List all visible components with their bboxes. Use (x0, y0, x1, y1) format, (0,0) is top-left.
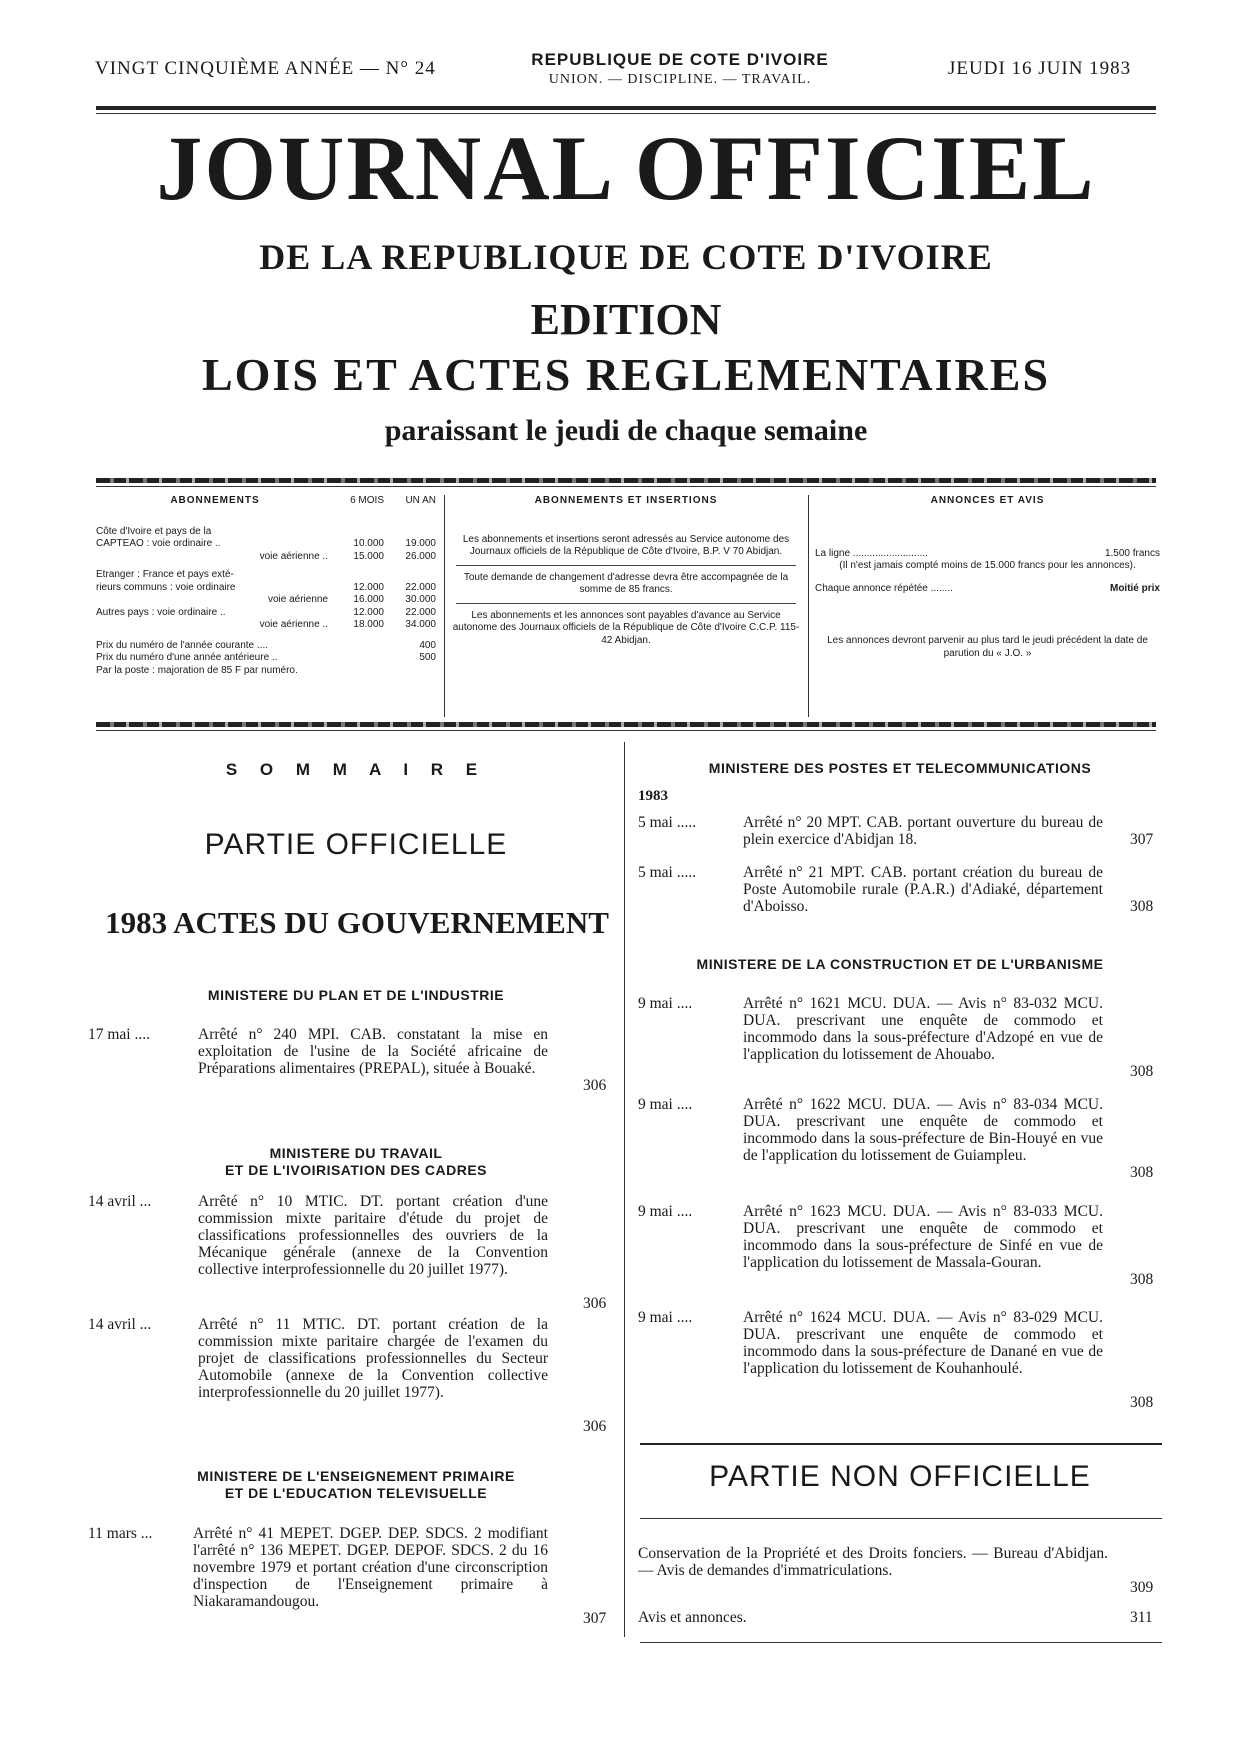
price-row: voie aérienne 16.000 30.000 (267, 594, 436, 605)
section-title: MINISTERE DU TRAVAIL ET DE L'IVOIRISATION DES CADRES (224, 1145, 488, 1178)
entry-text: Arrêté n° 1623 MCU. DUA. — Avis n° 83-033 MCU. DUA. prescrivant une enquête de commodo et incommodo dans la sous-préfecture de Sinfé en vue de l'application du lotissement de Massala-Gouran. (743, 1203, 1103, 1271)
entry-date: 17 mai .... (88, 1026, 150, 1043)
header-rule (96, 106, 1156, 110)
price-row: voie aérienne .. 15.000 26.000 (259, 550, 436, 562)
toc-entry[interactable] (638, 1203, 1160, 1293)
box-divider (444, 495, 445, 717)
entry-text: Arrêté n° 10 MTIC. DT. portant création d'une commission mixte paritaire d'étude du projet de classifications professionnelles des ouvriers de la Mécanique générale (annexe de la Convention collective interprofessionnelle du 20 juillet 1977). (198, 1193, 548, 1278)
entry-page: 307 (1130, 831, 1154, 848)
journal-subtitle: DE LA REPUBLIQUE DE COTE D'IVOIRE (259, 237, 993, 277)
address-change-note: Toute demande de changement d'adresse devra être accompagnée de la somme de 85 francs. (463, 571, 789, 595)
entry-date: 9 mai .... (638, 1203, 693, 1220)
repeat-value: Moitié prix (1109, 582, 1160, 594)
subscriptions-title: ABONNEMENTS (170, 495, 260, 506)
republic-name: REPUBLIQUE DE COTE D'IVOIRE (531, 50, 829, 69)
entry-text: Arrêté n° 1624 MCU. DUA. — Avis n° 83-029 MCU. DUA. prescrivant une enquête de commodo et incommodo dans la sous-préfecture de Danané en vue de l'application du lotissement de Kouhanhoulé. (743, 1309, 1103, 1377)
column-separator (624, 742, 625, 1637)
edition-label: EDITION (530, 295, 722, 344)
col-6mois: 6 MOIS (350, 495, 384, 506)
entry-date: 11 mars ... (88, 1525, 153, 1542)
entry-date: 5 mai ..... (638, 864, 697, 881)
sommaire-rule-thin (96, 730, 1156, 731)
edition-name: LOIS ET ACTES REGLEMENTAIRES (201, 349, 1051, 400)
price-row: rieurs communs : voie ordinaire 12.000 22.000 (96, 581, 436, 593)
entry-page: 306 (583, 1077, 607, 1094)
entry-page: 306 (583, 1295, 607, 1312)
deadline-note: Les annonces devront parvenir au plus tard le jeudi précédent la date de parution du « J.O. » (827, 635, 1148, 659)
subscriptions-box (96, 495, 436, 717)
section-title: MINISTERE DU PLAN ET DE L'INDUSTRIE (207, 987, 505, 1003)
republic-header (480, 50, 880, 88)
line-price: 1.500 francs (1104, 547, 1160, 559)
entry-date: 14 avril ... (88, 1193, 152, 1210)
toc-entry[interactable] (638, 1309, 1160, 1419)
toc-entry[interactable] (638, 1609, 1160, 1629)
price-row: Autres pays : voie ordinaire .. 12.000 22.000 (96, 606, 436, 618)
section-rule (640, 1443, 1162, 1445)
toc-entry[interactable] (638, 864, 1160, 919)
insertions-box (452, 495, 800, 717)
price-row: Côte d'Ivoire et pays de la (96, 525, 212, 537)
entry-page: 308 (1130, 1271, 1154, 1288)
entry-text: Arrêté n° 11 MTIC. DT. portant création de la commission mixte paritaire chargée de l'examen du projet de classifications professionnelles du Secteur Automobile (annexe de la Convention collective interprofessionnelle du 20 juillet 1977). (198, 1316, 548, 1401)
toc-entry[interactable] (88, 1193, 618, 1312)
entry-date: 9 mai .... (638, 995, 693, 1012)
entry-text: Arrêté n° 41 MEPET. DGEP. DEP. SDCS. 2 modifiant l'arrêté n° 136 MEPET. DGEP. DEPOF. SDCS. 2 du 16 novembre 1979 et portant création d'une circonscription d'inspection de l'Enseignement primaire à Niakaramandougou. (193, 1525, 548, 1610)
masthead-rule-thin (96, 486, 1156, 487)
entry-page: 308 (1130, 1164, 1154, 1181)
insertions-address: Les abonnements et insertions seront adressés au Service autonome des Journaux officiels de la République de Côte d'Ivoire, B.P. V 70 Abidjan. (462, 533, 790, 557)
toc-entry[interactable] (638, 814, 1160, 854)
section-rule (640, 1518, 1162, 1519)
entry-text: Arrêté n° 21 MPT. CAB. portant création du bureau de Poste Automobile rurale (P.A.R.) d'Adiaké, département d'Aboisso. (743, 864, 1103, 915)
insertions-title: ABONNEMENTS ET INSERTIONS (534, 495, 718, 506)
entry-page: 308 (1130, 1063, 1154, 1080)
toc-entry[interactable] (638, 995, 1160, 1085)
section-title: MINISTERE DES POSTES ET TELECOMMUNICATIONS (708, 760, 1092, 776)
issue-price-row: Prix du numéro de l'année courante .... 400 (96, 639, 436, 651)
partie-officielle: PARTIE OFFICIELLE (204, 828, 508, 861)
price-row: CAPTEAO : voie ordinaire .. 10.000 19.000 (96, 538, 436, 549)
toc-entry[interactable] (88, 1316, 618, 1435)
annonces-title: ANNONCES ET AVIS (930, 495, 1045, 506)
toc-entry[interactable] (88, 1026, 618, 1096)
entry-text: Arrêté n° 240 MPI. CAB. constatant la mise en exploitation de l'usine de la Société africaine de Préparations alimentaires (PREPAL), située à Bouaké. (198, 1026, 548, 1077)
toc-entry[interactable] (638, 1545, 1160, 1600)
annonces-box (815, 495, 1160, 717)
partie-non-officielle: PARTIE NON OFFICIELLE (709, 1460, 1091, 1493)
entry-page: 307 (583, 1610, 607, 1627)
sommaire-title: S O M M A I R E (225, 760, 487, 779)
line-note: (Il n'est jamais compté moins de 15.000 francs pour les annonces). (839, 560, 1136, 571)
entry-date: 14 avril ... (88, 1316, 152, 1333)
price-row: Etranger : France et pays exté- (96, 569, 234, 580)
issue-date: JEUDI 16 JUIN 1983 (948, 58, 1132, 79)
payment-note: Les abonnements et les annonces sont payables d'avance au Service autonome des Journaux officiels de la République de Côte d'Ivoire C.C.P. 115-42 Abidjan. (452, 609, 800, 646)
toc-entry[interactable] (88, 1525, 618, 1635)
section-title: MINISTERE DE LA CONSTRUCTION ET DE L'URBANISME (696, 956, 1104, 972)
entry-date: 5 mai ..... (638, 814, 697, 831)
section-year: 1983 (638, 788, 668, 804)
sommaire-rule (96, 722, 1156, 727)
toc-entry[interactable] (638, 1096, 1160, 1186)
entry-page: 308 (1130, 1394, 1154, 1411)
entry-page: 308 (1130, 898, 1154, 915)
box-divider (808, 495, 809, 717)
header-rule-thin (96, 113, 1156, 114)
journal-title: JOURNAL OFFICIEL (156, 117, 1096, 219)
actes-heading: 1983 ACTES DU GOUVERNEMENT (105, 905, 609, 940)
section-rule (640, 1642, 1162, 1643)
issue-number: VINGT CINQUIÈME ANNÉE — N° 24 (95, 58, 436, 79)
republic-motto: UNION. — DISCIPLINE. — TRAVAIL. (548, 72, 812, 87)
publication-frequency: paraissant le jeudi de chaque semaine (384, 414, 868, 447)
entry-text: Arrêté n° 1621 MCU. DUA. — Avis n° 83-032 MCU. DUA. prescrivant une enquête de commodo et incommodo dans la sous-préfecture d'Adzopé en vue de l'application du lotissement de Ahouabo. (743, 995, 1103, 1063)
entry-page: 306 (583, 1418, 607, 1435)
entry-page: 311 (1130, 1609, 1153, 1626)
entry-text: Avis et annonces. (638, 1609, 747, 1626)
issue-price-row: Par la poste : majoration de 85 F par numéro. (96, 664, 298, 676)
repeat-label: Chaque annonce répétée ........ (815, 582, 953, 594)
price-row: voie aérienne .. 18.000 34.000 (259, 619, 436, 630)
entry-text: Arrêté n° 20 MPT. CAB. portant ouverture du bureau de plein exercice d'Abidjan 18. (743, 814, 1103, 848)
issue-price-row: Prix du numéro d'une année antérieure .. 500 (96, 652, 436, 663)
entry-date: 9 mai .... (638, 1096, 693, 1113)
masthead-rule (96, 478, 1156, 483)
line-label: La ligne ........................... (815, 547, 928, 559)
col-an: UN AN (405, 495, 436, 506)
entry-text: Arrêté n° 1622 MCU. DUA. — Avis n° 83-034 MCU. DUA. prescrivant une enquête de commodo et incommodo dans la sous-préfecture de Bin-Houyé en vue de l'application du lotissement de Guiampleu. (743, 1096, 1103, 1164)
entry-page: 309 (1130, 1579, 1154, 1596)
entry-text: Conservation de la Propriété et des Droits fonciers. — Bureau d'Abidjan. — Avis de demandes d'immatriculations. (638, 1545, 1108, 1579)
entry-date: 9 mai .... (638, 1309, 693, 1326)
section-title: MINISTERE DE L'ENSEIGNEMENT PRIMAIRE ET DE L'EDUCATION TELEVISUELLE (197, 1468, 515, 1501)
